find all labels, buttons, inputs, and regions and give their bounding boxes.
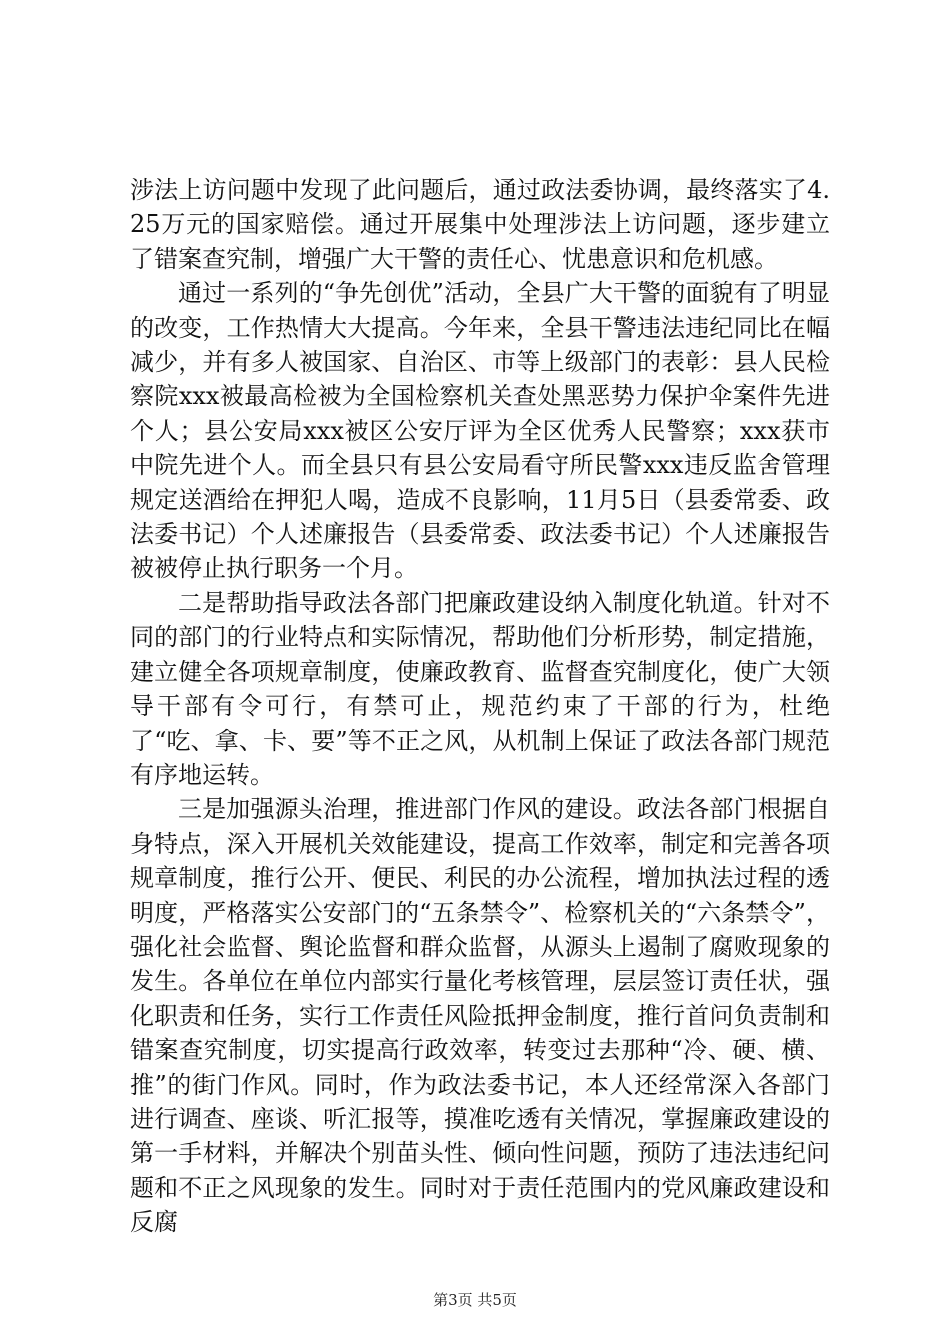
paragraph-2: 通过一系列的“争先创优”活动，全县广大干警的面貌有了明显的改变，工作热情大大提高。今年来，全县干警违法违纪同比在幅减少，并有多人被国家、自治区、市等上级部门的表彰：县人民检察院xxx被最高检被为全国检察机关查处黑恶势力保护伞案件先进个人；县公安局xxx被区公安厅评为全区优秀人民警察；xxx获市中院先进个人。而全县只有县公安局看守所民警xxx违反监舍管理规定送酒给在押犯人喝，造成不良影响，11月5日（县委常委、政法委书记）个人述廉报告（县委常委、政法委书记）个人述廉报告被被停止执行职务一个月。 [130, 279, 830, 583]
page-number-footer: 第3页 共5页 [433, 1291, 517, 1309]
paragraph-4: 三是加强源头治理，推进部门作风的建设。政法各部门根据自身特点，深入开展机关效能建设，提高工作效率，制定和完善各项规章制度，推行公开、便民、利民的办公流程，增加执法过程的透明度，严格落实公安部门的“五条禁令”、检察机关的“六条禁令”，强化社会监督、舆论监督和群众监督，从源头上遏制了腐败现象的发生。各单位在单位内部实行量化考核管理，层层签订责任状，强化职责和任务，实行工作责任风险抵押金制度，推行首问负责制和错案查究制度，切实提高行政效率，转变过去那种“冷、硬、横、推”的街门作风。同时，作为政法委书记，本人还经常深入各部门进行调查、座谈、听汇报等，摸准吃透有关情况，掌握廉政建设的第一手材料，并解决个别苗头性、倾向性问题，预防了违法违纪问题和不正之风现象的发生。同时对于责任范围内的党风廉政建设和反腐 [130, 795, 830, 1237]
paragraph-1: 涉法上访问题中发现了此问题后，通过政法委协调，最终落实了4.25万元的国家赔偿。通过开展集中处理涉法上访问题，逐步建立了错案查究制，增强广大干警的责任心、忧患意识和危机感。 [130, 176, 830, 273]
paragraph-3: 二是帮助指导政法各部门把廉政建设纳入制度化轨道。针对不同的部门的行业特点和实际情况，帮助他们分析形势，制定措施，建立健全各项规章制度，使廉政教育、监督查究制度化，使广大领导干部有令可行，有禁可止，规范约束了干部的行为，杜绝了“吃、拿、卡、要”等不正之风，从机制上保证了政法各部门规范有序地运转。 [130, 588, 830, 789]
document-body [130, 173, 830, 1240]
